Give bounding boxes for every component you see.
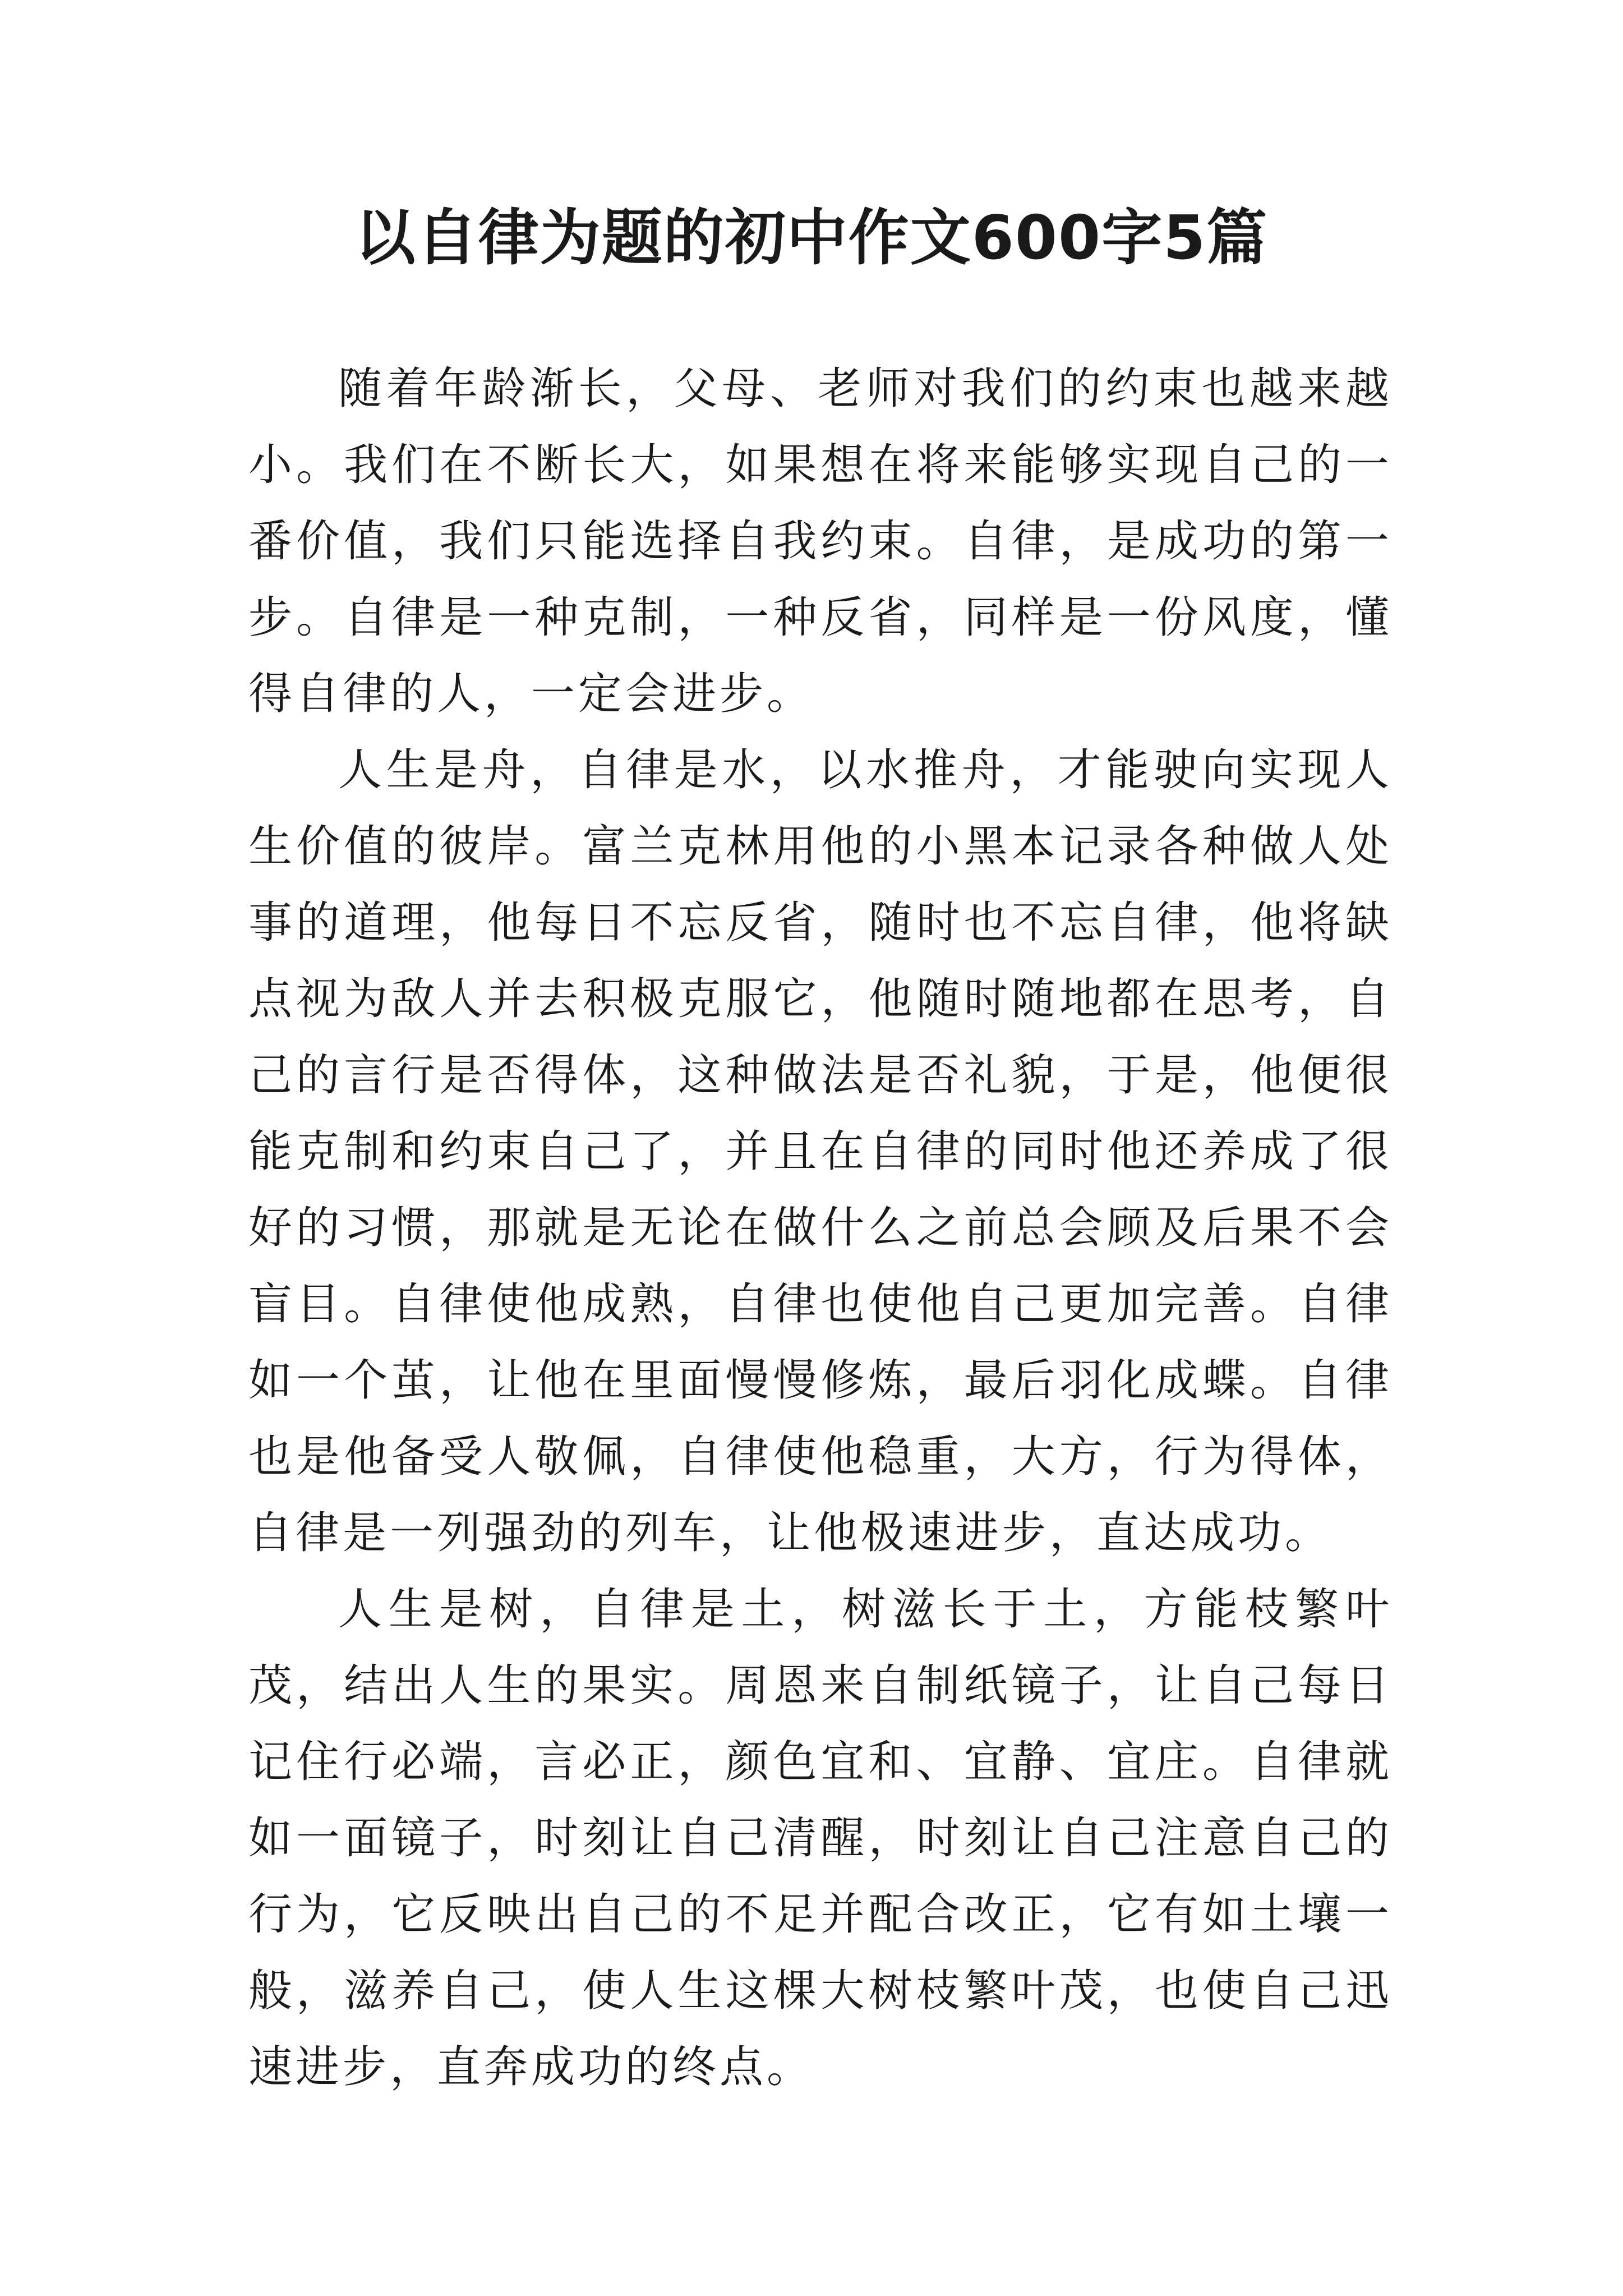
document-title: 以自律为题的初中作文600字5篇 [354,203,1269,273]
document-body [248,351,1393,2105]
paragraph-2: 人生是舟，自律是水，以水推舟，才能驶向实现人生价值的彼岸。富兰克林用他的小黑本记录各种做人处事的道理，他每日不忘反省，随时也不忘自律，他将缺点视为敌人并去积极克服它，他随时随地都在思考，自己的言行是否得体，这种做法是否礼貌，于是，他便很能克制和约束自己了，并且在自律的同时他还养成了很好的习惯，那就是无论在做什么之前总会顾及后果不会盲目。自律使他成熟，自律也使他自己更加完善。自律如一个茧，让他在里面慢慢修炼，最后羽化成蝶。自律也是他备受人敬佩，自律使他稳重，大方，行为得体，自律是一列强劲的列车，让他极速进步，直达成功。 [248,745,1393,1558]
paragraph-1: 随着年龄渐长，父母、老师对我们的约束也越来越小。我们在不断长大，如果想在将来能够实现自己的一番价值，我们只能选择自我约束。自律，是成功的第一步。自律是一种克制，一种反省，同样是一份风度，懂得自律的人，一定会进步。 [248,364,1393,719]
paragraph-3: 人生是树，自律是土，树滋长于土，方能枝繁叶茂，结出人生的果实。周恩来自制纸镜子，让自己每日记住行必端，言必正，颜色宜和、宜静、宜庄。自律就如一面镜子，时刻让自己清醒，时刻让自己注意自己的行为，它反映出自己的不足并配合改正，它有如土壤一般，滋养自己，使人生这棵大树枝繁叶茂，也使自己迅速进步，直奔成功的终点。 [248,1584,1393,2092]
